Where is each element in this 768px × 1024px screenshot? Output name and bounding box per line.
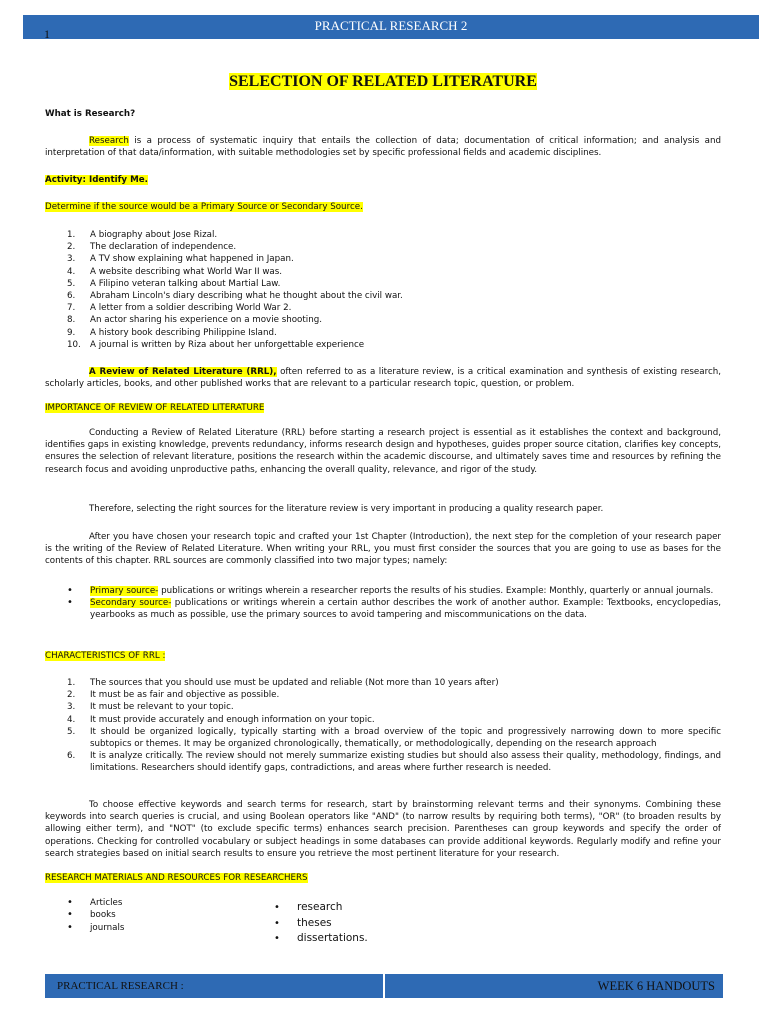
selecting-sources-paragraph: Therefore, selecting the right sources for the literature review is very important in producing a quality research paper.	[89, 504, 604, 514]
list-item	[45, 229, 721, 241]
list-item-number: 7.	[67, 303, 76, 314]
list-item-number: 6.	[67, 291, 76, 302]
header-title: PRACTICAL RESEARCH 2	[314, 18, 468, 33]
list-item-text: The declaration of independence.	[90, 242, 237, 253]
bullet-icon: •	[67, 909, 73, 921]
importance-heading	[45, 402, 721, 414]
source-type-term: Secondary source-	[90, 598, 172, 609]
list-item-text: The sources that you should use must be updated and reliable (Not more than 10 years after)	[90, 678, 499, 688]
list-item	[45, 714, 721, 726]
activity-heading-text: Activity: Identify Me.	[45, 175, 148, 185]
importance-heading-text: IMPORTANCE OF REVIEW OF RELATED LITERATURE	[45, 403, 265, 413]
list-item-number: 9.	[67, 327, 76, 338]
characteristics-list	[45, 677, 721, 775]
rrl-definition-text: often referred to as a literature review, is a critical examination and synthesis of existing research, scholarly articles, books, and other published works that are relevant to a particular research topic, question, or problem.	[45, 367, 721, 390]
list-item	[45, 302, 721, 314]
list-item-text: A biography about Jose Rizal.	[90, 230, 218, 240]
source-type-text: publications or writings wherein a certain author describes the work of another author. Example: Textbooks, encyclopedias, yearbooks as much as possible, use the primary sources to avoid tampering and miscommunications on the data.	[90, 598, 721, 621]
list-item	[45, 597, 721, 621]
list-item-text: It must provide accurately and enough information on your topic.	[90, 714, 375, 725]
list-item-text: books	[90, 910, 116, 921]
activity-heading	[45, 174, 721, 186]
list-item-text: It is analyze critically. The review should not merely summarize existing studies but should also assess their quality, methodology, findings, and limitations. Researchers should identify gaps, contradictions, and areas where further research is needed.	[90, 751, 721, 774]
document-title-text: SELECTION OF RELATED LITERATURE	[229, 73, 537, 90]
list-item-text: Articles	[90, 898, 123, 908]
list-item	[45, 922, 225, 934]
characteristics-heading-text: CHARACTERISTICS OF RRL :	[45, 651, 166, 661]
list-item	[252, 916, 452, 932]
materials-list-left	[45, 897, 225, 934]
list-item	[45, 266, 721, 278]
list-item-text: It must be relevant to your topic.	[90, 702, 234, 713]
page-number: 1	[44, 27, 50, 41]
bullet-icon: •	[67, 897, 73, 908]
list-item-text: It must be as fair and objective as possible.	[90, 690, 280, 701]
list-item-number: 8.	[67, 315, 76, 326]
list-item-number: 5.	[67, 726, 76, 737]
list-item-number: 10.	[67, 339, 81, 350]
list-item-text: A letter from a soldier describing World War 2.	[90, 303, 292, 314]
list-item	[45, 339, 721, 351]
list-item	[45, 327, 721, 339]
list-item-text: journals	[90, 922, 125, 933]
bullet-icon: •	[67, 585, 73, 596]
activity-instruction	[45, 201, 721, 213]
materials-list-right	[252, 900, 452, 947]
source-type-term: Primary source-	[90, 586, 159, 596]
list-item	[252, 931, 452, 947]
list-item-text: An actor sharing his experience on a movie shooting.	[90, 315, 322, 326]
keywords-paragraph: To choose effective keywords and search terms for research, start by brainstorming relevant terms and their synonyms. Combining these keywords into search queries is crucial, and using Boolean operators like "AND" (to narrow results by requiring both terms), "OR" (to broaden results by allowing either term), and "NOT" (to exclude specific terms) enhances search precision. Parentheses can group keywords and specify the order of operations. Checking for controlled vocabulary or subject headings in some databases can provide additional keywords. Regularly modify and refine your search strategies based on initial search results to ensure you retrieve the most pertinent literature for your research.	[45, 800, 721, 859]
list-item-text: dissertations.	[297, 932, 368, 944]
list-item-text: theses	[297, 916, 332, 929]
materials-heading	[45, 872, 721, 884]
list-item-text: A history book describing Philippine Island.	[90, 327, 277, 338]
rrl-term: A Review of Related Literature (RRL),	[89, 367, 277, 377]
list-item-number: 6.	[67, 751, 76, 762]
list-item	[45, 750, 721, 774]
list-item	[45, 290, 721, 302]
list-item-number: 2.	[67, 690, 76, 701]
document-title	[45, 72, 721, 92]
list-item	[45, 701, 721, 713]
list-item-number: 3.	[67, 254, 76, 265]
list-item-number: 4.	[67, 266, 76, 277]
research-term: Research	[89, 136, 129, 146]
list-item-text: A journal is written by Riza about her unforgettable experience	[90, 339, 365, 350]
list-item	[45, 314, 721, 326]
list-item-number: 5.	[67, 278, 76, 289]
list-item-number: 1.	[67, 678, 76, 688]
list-item	[45, 585, 721, 597]
research-definition	[45, 135, 721, 159]
bullet-icon: •	[274, 917, 280, 929]
footer-right: WEEK 6 HANDOUTS	[597, 979, 715, 993]
bullet-icon: •	[67, 597, 73, 609]
source-types-list	[45, 585, 721, 622]
characteristics-heading	[45, 650, 721, 662]
footer-divider	[383, 974, 385, 998]
list-item-text: research	[297, 901, 343, 913]
activity-instruction-text: Determine if the source would be a Primary Source or Secondary Source.	[45, 202, 363, 212]
list-item-text: A website describing what World War II was.	[90, 266, 283, 277]
list-item	[45, 253, 721, 265]
bullet-icon: •	[274, 933, 280, 944]
footer-left: PRACTICAL RESEARCH :	[57, 980, 184, 992]
list-item	[45, 689, 721, 701]
importance-paragraph: Conducting a Review of Related Literature (RRL) before starting a research project is essential as it establishes the context and background, identifies gaps in existing knowledge, prevents redundancy, informs research design and hypotheses, guides proper source citation, clarifies key concepts, ensures the selection of relevant literature, positions the research within the academic discourse, and ultimately saves time and resources by refining the research focus and avoiding unproductive paths, enhancing the overall quality, relevance, and rigor of the study.	[45, 428, 721, 475]
activity-list	[45, 229, 721, 351]
list-item	[252, 900, 452, 916]
what-is-research-heading: What is Research?	[45, 109, 136, 119]
footer-bar	[45, 974, 723, 998]
list-item-number: 2.	[67, 242, 76, 253]
bullet-icon: •	[67, 921, 73, 933]
list-item	[45, 241, 721, 253]
source-type-text: publications or writings wherein a researcher reports the results of his studies. Example: Monthly, quarterly or annual journals.	[158, 586, 714, 596]
list-item-number: 3.	[67, 702, 76, 713]
list-item	[45, 677, 721, 689]
list-item	[45, 726, 721, 750]
list-item	[45, 909, 225, 921]
list-item-text: Abraham Lincoln's diary describing what he thought about the civil war.	[90, 291, 403, 302]
research-definition-text: is a process of systematic inquiry that entails the collection of data; documentation of critical information; and analysis and interpretation of that data/information, with suitable methodologies set by specific professional fields and academic disciplines.	[45, 136, 721, 159]
list-item	[45, 897, 225, 909]
materials-heading-text: RESEARCH MATERIALS AND RESOURCES FOR RESEARCHERS	[45, 873, 308, 883]
list-item-number: 4.	[67, 714, 76, 725]
header-bar	[23, 15, 759, 39]
list-item-text: It should be organized logically, typically starting with a broad overview of the topic and progressively narrowing down to more specific subtopics or themes. It may be organized chronologically, thematically, or methodologically, depending on the research approach	[90, 726, 721, 750]
list-item-text: A Filipino veteran talking about Martial Law.	[90, 278, 281, 289]
list-item-number: 1.	[67, 230, 76, 240]
list-item	[45, 278, 721, 290]
bullet-icon: •	[274, 902, 280, 913]
rrl-sources-paragraph: After you have chosen your research topic and crafted your 1st Chapter (Introduction), the next step for the completion of your research paper is the writing of the Review of Related Literature. When writing your RRL, you must first consider the sources that you are going to use as bases for the contents of this chapter. RRL sources are commonly classified into two major types; namely:	[45, 532, 721, 567]
rrl-definition	[45, 366, 721, 390]
list-item-text: A TV show explaining what happened in Japan.	[90, 254, 294, 265]
